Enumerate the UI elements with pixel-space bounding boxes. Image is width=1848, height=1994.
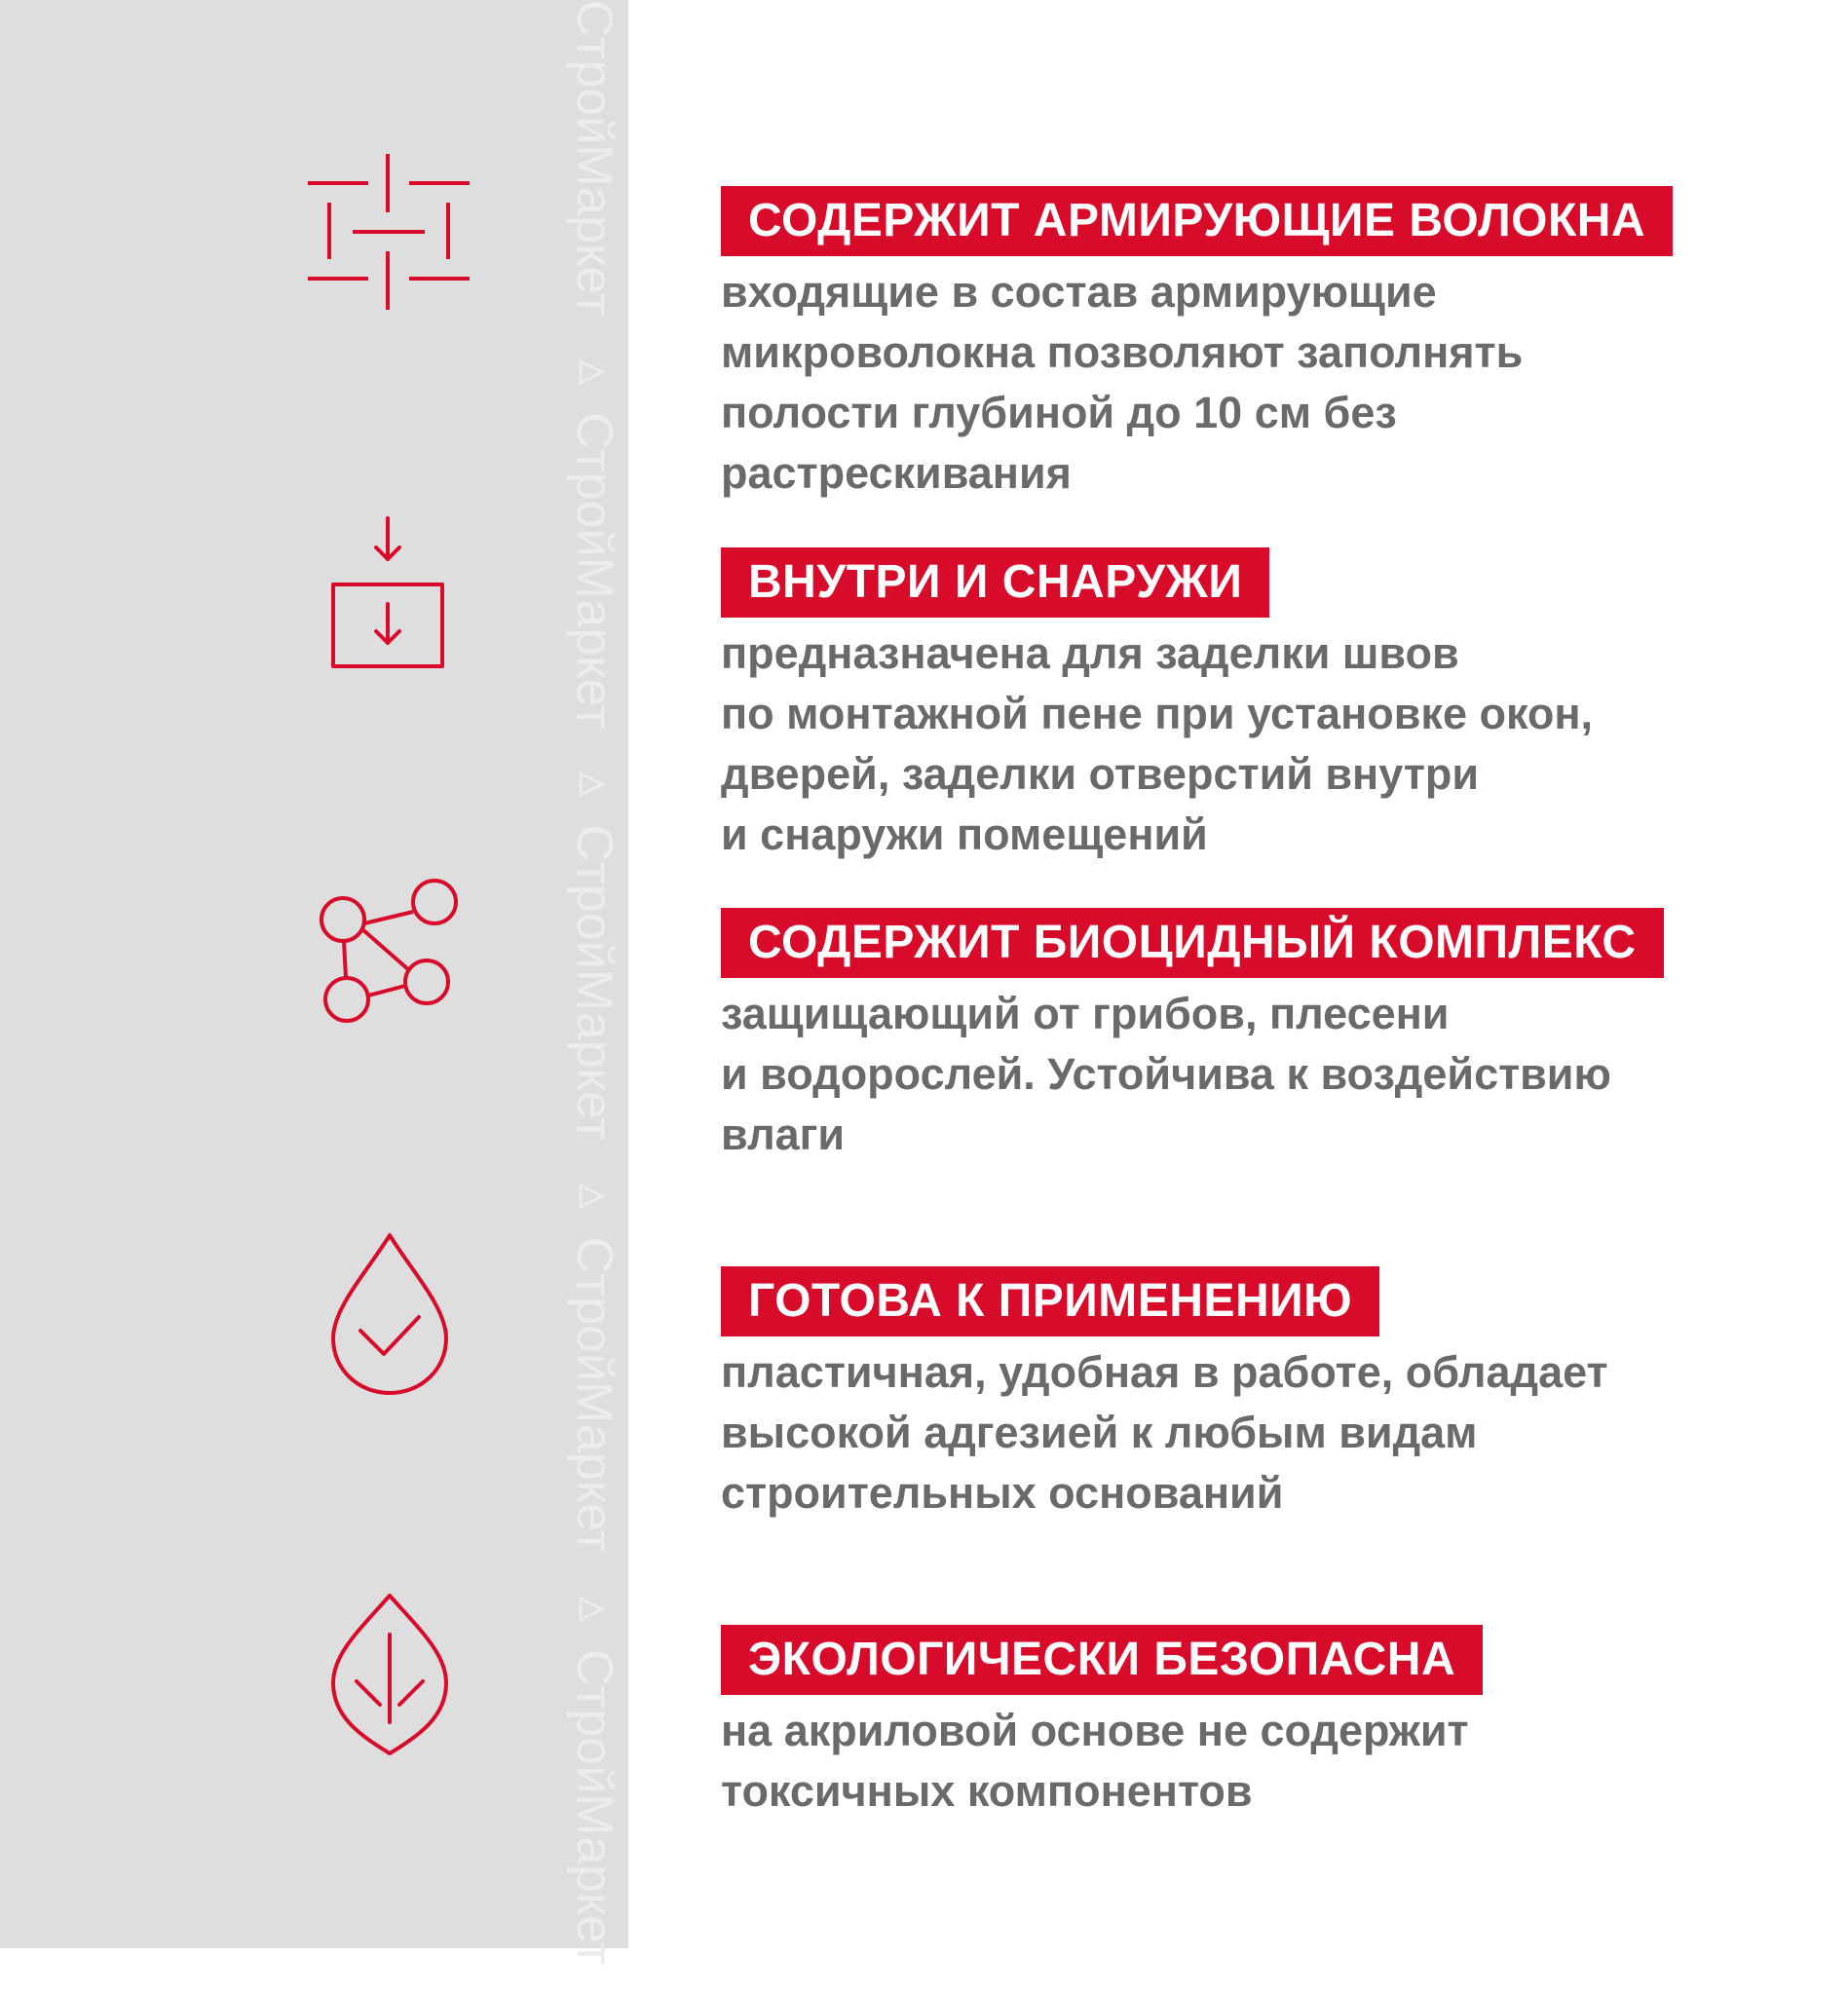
- feature-description-line: микроволокна позволяют заполнять: [721, 327, 1524, 377]
- feature-description-line: высокой адгезией к любым видам: [721, 1408, 1478, 1457]
- feature-eco-safe: [721, 1625, 1831, 1822]
- feature-description: [721, 262, 1831, 504]
- feature-title: ВНУТРИ И СНАРУЖИ: [721, 547, 1269, 618]
- feature-description-line: защищающий от грибов, плесени: [721, 989, 1450, 1038]
- feature-description-line: полости глубиной до 10 см без: [721, 388, 1397, 437]
- feature-description: [721, 623, 1831, 865]
- feature-description: [721, 1701, 1831, 1822]
- watermark-logo-icon: [579, 1597, 604, 1622]
- feature-description-line: входящие в состав армирующие: [721, 267, 1437, 317]
- feature-title: СОДЕРЖИТ БИОЦИДНЫЙ КОМПЛЕКС: [721, 908, 1664, 978]
- feature-ready-to-use: [721, 1266, 1831, 1524]
- feature-description: [721, 1342, 1831, 1524]
- drop-check-icon: [329, 1231, 450, 1397]
- watermark-text: СтройМаркет: [566, 0, 622, 317]
- feature-description-line: дверей, заделки отверстий внутри: [721, 749, 1480, 799]
- feature-description-line: по монтажной пене при установке окон,: [721, 689, 1594, 738]
- feature-title: ЭКОЛОГИЧЕСКИ БЕЗОПАСНА: [721, 1625, 1483, 1695]
- watermark-text: СтройМаркет: [566, 824, 622, 1141]
- feature-description-line: и водорослей. Устойчива к воздействию: [721, 1049, 1611, 1099]
- feature-description: [721, 984, 1831, 1165]
- watermark-text: СтройМаркет: [566, 412, 622, 729]
- watermark-text: СтройМаркет: [566, 1649, 622, 1966]
- feature-description-line: строительных оснований: [721, 1468, 1284, 1518]
- feature-description-line: на акриловой основе не содержит: [721, 1706, 1469, 1755]
- biocide-molecule-icon: [316, 875, 464, 1031]
- watermark-logo-icon: [579, 771, 604, 797]
- feature-title: ГОТОВА К ПРИМЕНЕНИЮ: [721, 1266, 1379, 1336]
- reinforcement-fiber-icon: [308, 154, 470, 310]
- feature-description-line: пластичная, удобная в работе, обладает: [721, 1347, 1608, 1397]
- inside-outside-icon: [329, 514, 446, 670]
- feature-biocide: [721, 908, 1831, 1165]
- watermark-track: [566, 0, 622, 1994]
- feature-description-line: растрескивания: [721, 448, 1072, 498]
- feature-description-line: влаги: [721, 1110, 846, 1159]
- eco-leaf-icon: [329, 1592, 450, 1757]
- feature-inside-outside: [721, 547, 1831, 865]
- feature-reinforcement: [721, 186, 1831, 504]
- feature-description-line: и снаружи помещений: [721, 809, 1208, 859]
- feature-title: СОДЕРЖИТ АРМИРУЮЩИЕ ВОЛОКНА: [721, 186, 1673, 256]
- watermark-logo-icon: [579, 359, 604, 385]
- watermark-text: СтройМаркет: [566, 1236, 622, 1554]
- feature-description-line: предназначена для заделки швов: [721, 628, 1459, 678]
- watermark: [566, 0, 622, 1966]
- feature-description-line: токсичных компонентов: [721, 1766, 1253, 1816]
- watermark-logo-icon: [579, 1184, 604, 1209]
